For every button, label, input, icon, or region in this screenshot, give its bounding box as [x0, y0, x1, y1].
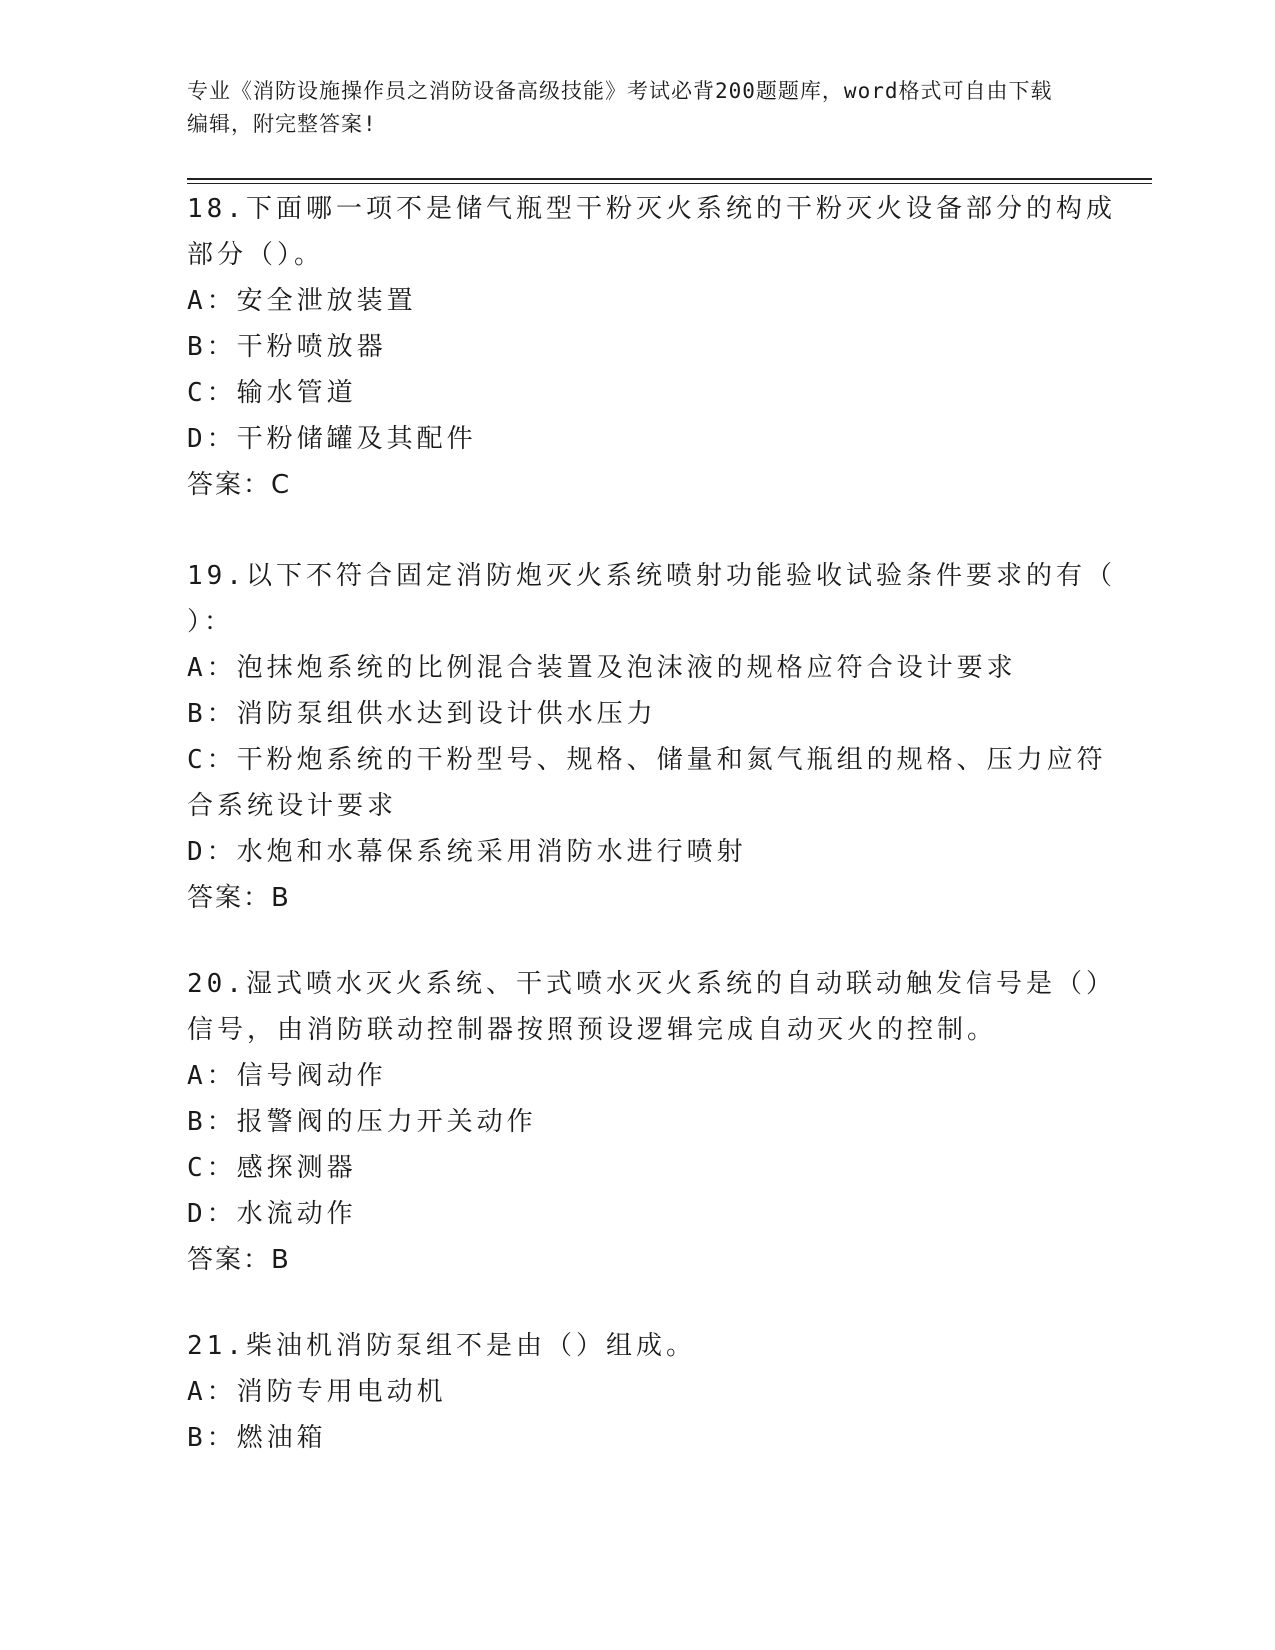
option-c-continued: 合系统设计要求	[187, 791, 398, 821]
answer: 答案：B	[187, 883, 291, 913]
question-20	[187, 961, 1116, 1283]
question-18	[187, 186, 1116, 508]
option-b: B：燃油箱	[187, 1423, 327, 1453]
question-stem: 18.下面哪一项不是储气瓶型干粉灭火系统的干粉灭火设备部分的构成	[187, 194, 1116, 224]
option-b: B：干粉喷放器	[187, 332, 387, 362]
option-c: C：输水管道	[187, 378, 357, 408]
question-stem: 19.以下不符合固定消防炮灭火系统喷射功能验收试验条件要求的有（	[187, 561, 1116, 591]
question-stem: 20.湿式喷水灭火系统、干式喷水灭火系统的自动联动触发信号是（）	[187, 969, 1116, 999]
question-19	[187, 553, 1116, 921]
option-a: A：信号阀动作	[187, 1061, 387, 1091]
option-c: C：感探测器	[187, 1153, 357, 1183]
question-stem-continued: 信号，由消防联动控制器按照预设逻辑完成自动灭火的控制。	[187, 1015, 998, 1045]
option-d: D：干粉储罐及其配件	[187, 424, 477, 454]
document-header: 专业《消防设施操作员之消防设备高级技能》考试必背200题题库，word格式可自由下载编辑，附完整答案!	[187, 79, 1053, 136]
question-21	[187, 1323, 1067, 1461]
option-d: D：水流动作	[187, 1199, 357, 1229]
option-b: B：报警阀的压力开关动作	[187, 1107, 537, 1137]
question-stem-continued: 部分（）。	[187, 240, 325, 270]
header-divider-thin	[187, 183, 1152, 184]
option-a: A：消防专用电动机	[187, 1377, 447, 1407]
option-d: D：水炮和水幕保系统采用消防水进行喷射	[187, 837, 747, 867]
answer: 答案：B	[187, 1245, 291, 1275]
option-b: B：消防泵组供水达到设计供水压力	[187, 699, 657, 729]
option-a: A：泡抹炮系统的比例混合装置及泡沫液的规格应符合设计要求	[187, 653, 1017, 683]
option-c: C：干粉炮系统的干粉型号、规格、储量和氮气瓶组的规格、压力应符	[187, 745, 1107, 775]
header-divider	[187, 178, 1152, 180]
option-a: A：安全泄放装置	[187, 286, 417, 316]
question-stem-continued: ）：	[187, 607, 235, 637]
answer: 答案：C	[187, 470, 292, 500]
question-stem: 21.柴油机消防泵组不是由（）组成。	[187, 1331, 696, 1361]
